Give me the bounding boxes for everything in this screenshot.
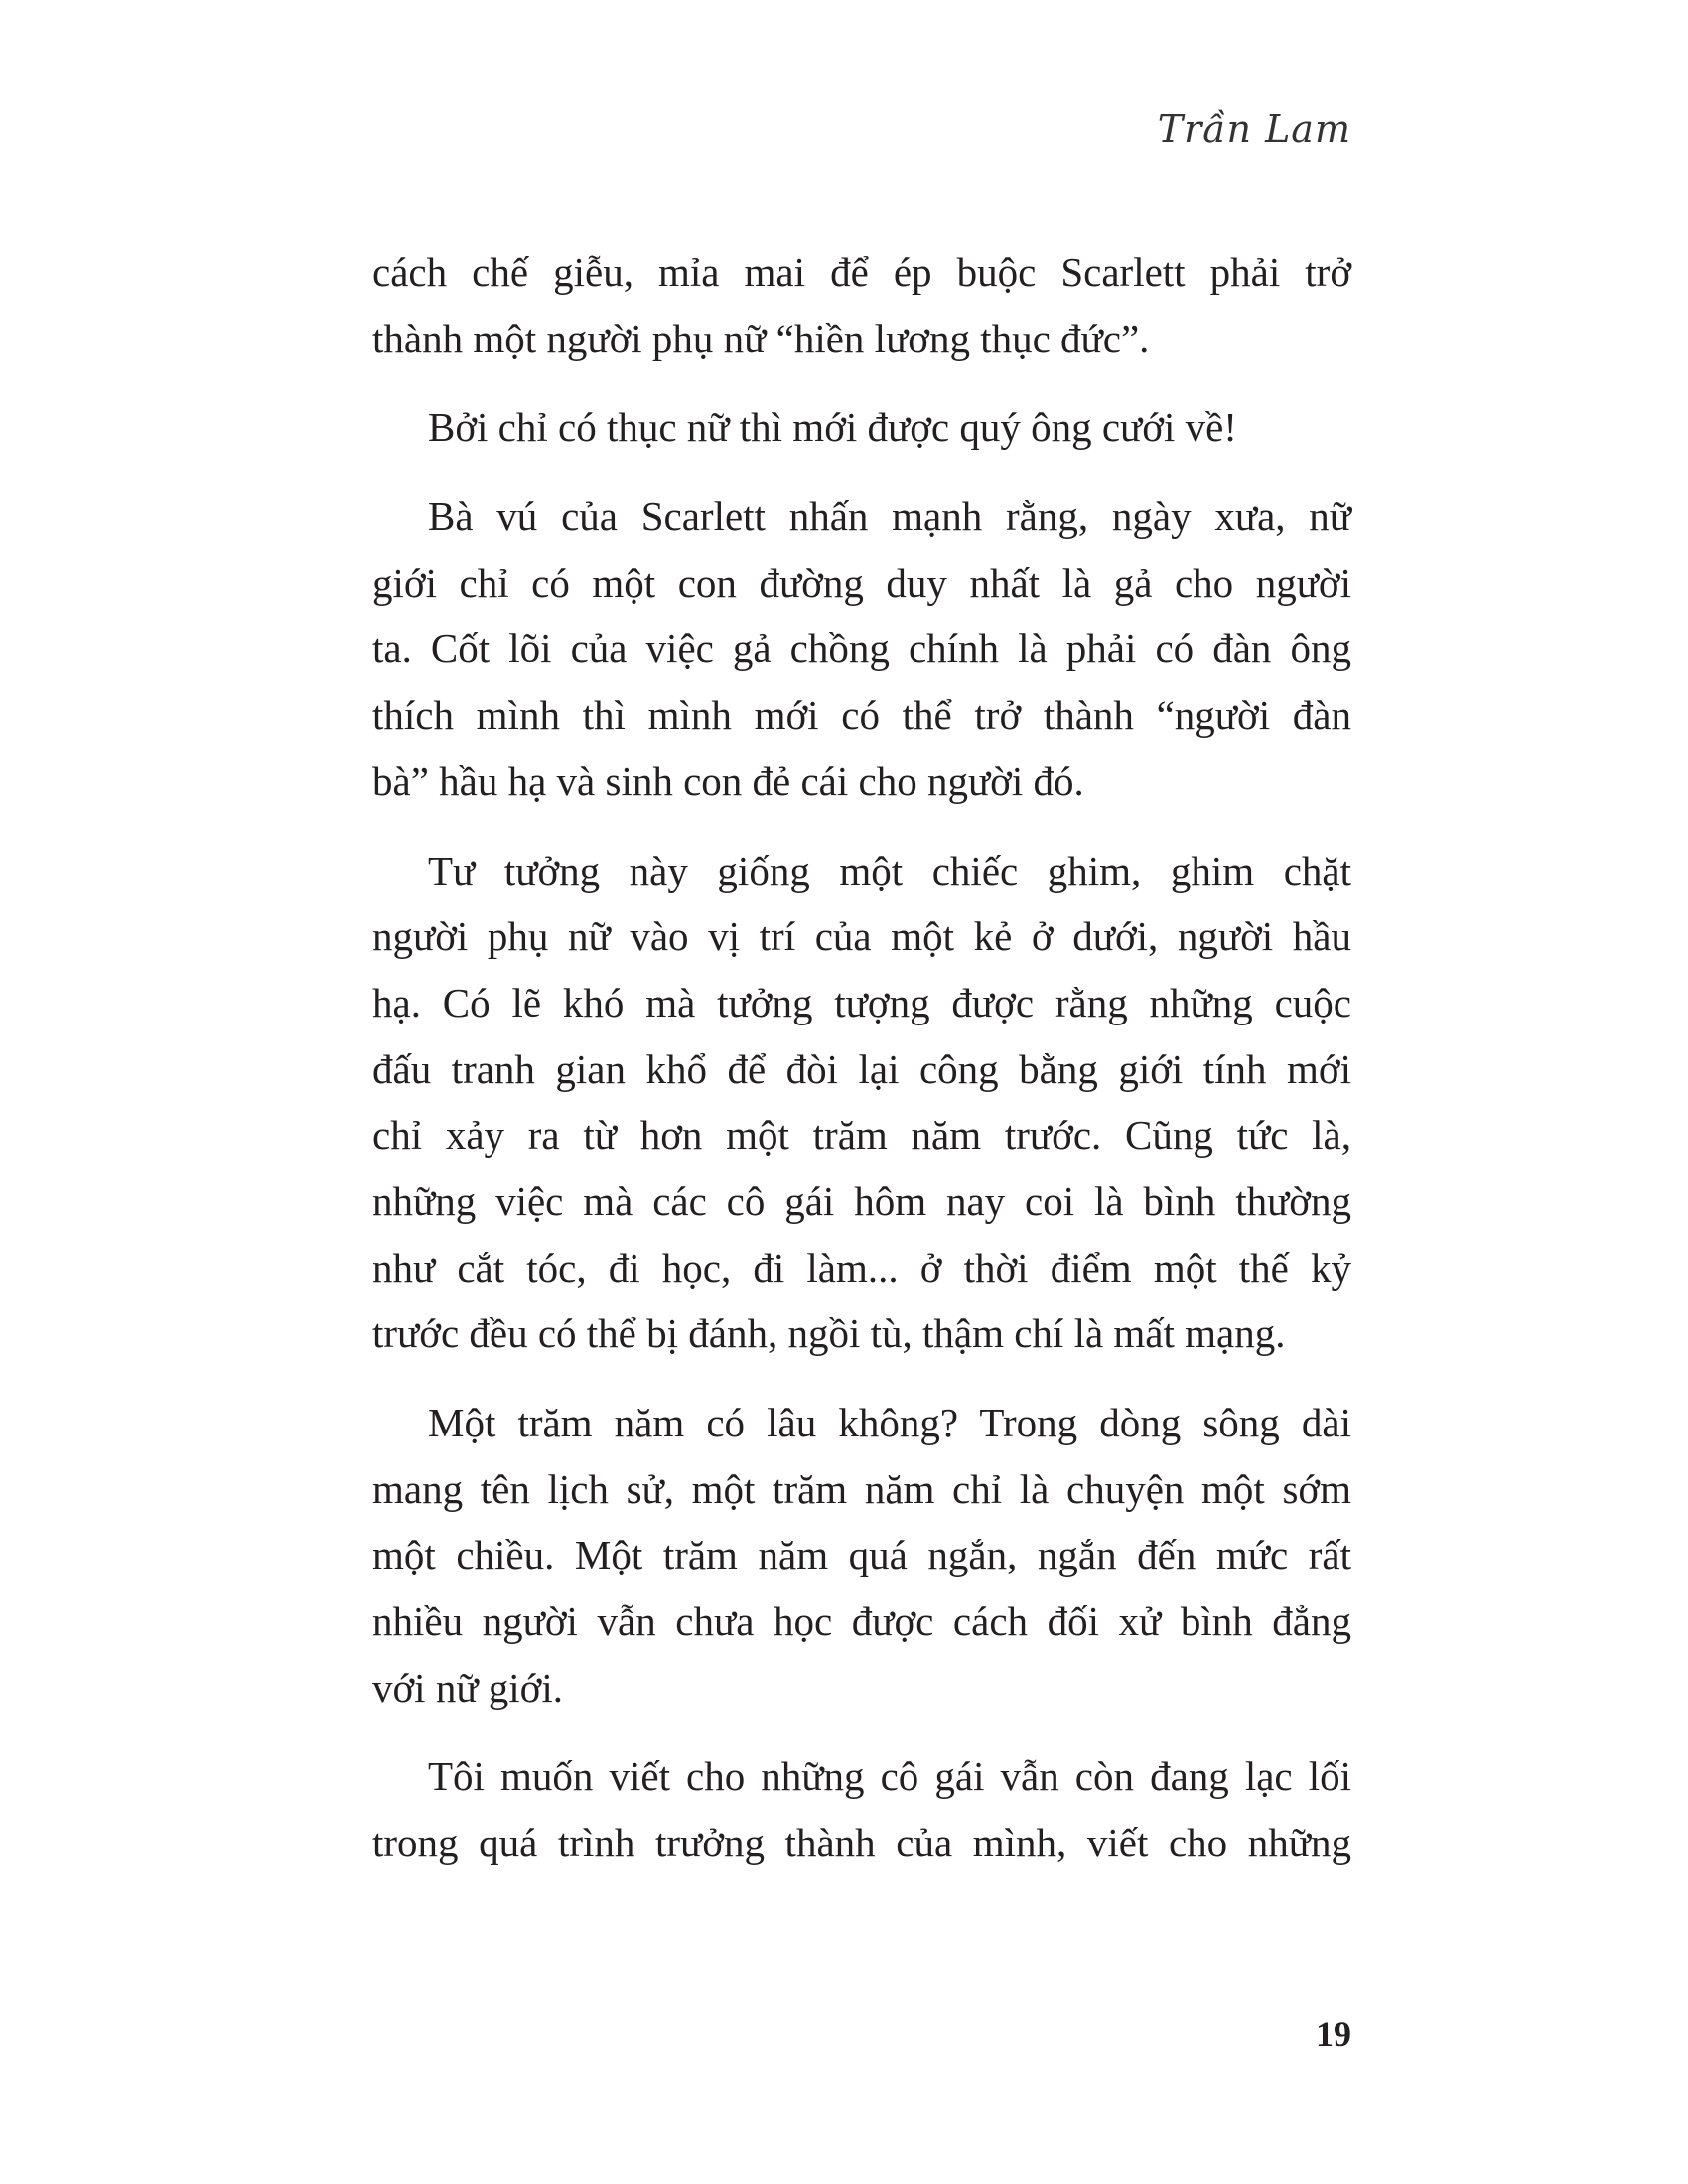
paragraph [372, 483, 1351, 814]
text-line: mang tên lịch sử, một trăm năm chỉ là chuyện một sớm [372, 1465, 1351, 1512]
text-line: bà” hầu hạ và sinh con đẻ cái cho người đó. [372, 757, 1084, 804]
text-line: Bà vú của Scarlett nhấn mạnh rằng, ngày xưa, nữ [428, 493, 1351, 540]
paragraph [372, 394, 1351, 461]
text-line: thích mình thì mình mới có thể trở thành “người đàn [372, 692, 1351, 739]
text-line: giới chỉ có một con đường duy nhất là gả cho người [372, 559, 1351, 606]
paragraph [372, 239, 1351, 371]
text-line: Tư tưởng này giống một chiếc ghim, ghim chặt [428, 847, 1351, 893]
text-line: nhiều người vẫn chưa học được cách đối xử bình đẳng [372, 1598, 1351, 1645]
text-line: Tôi muốn viết cho những cô gái vẫn còn đang lạc lối [428, 1753, 1351, 1800]
text-line: cách chế giễu, mỉa mai để ép buộc Scarlett phải trở [372, 249, 1351, 295]
text-line: Bởi chỉ có thục nữ thì mới được quý ông cưới về! [428, 404, 1237, 451]
text-line: hạ. Có lẽ khó mà tưởng tượng được rằng những cuộc [372, 979, 1351, 1025]
text-line: những việc mà các cô gái hôm nay coi là bình thường [372, 1177, 1351, 1224]
page-number: 19 [1316, 2014, 1351, 2054]
paragraph [372, 1743, 1351, 1875]
text-line: trước đều có thể bị đánh, ngồi tù, thậm chí là mất mạng. [372, 1310, 1286, 1357]
text-line: trong quá trình trưởng thành của mình, viết cho những [372, 1820, 1351, 1866]
text-line: thành một người phụ nữ “hiền lương thục đức”. [372, 315, 1150, 361]
text-line: người phụ nữ vào vị trí của một kẻ ở dưới, người hầu [372, 913, 1351, 960]
body-text [372, 239, 1351, 1899]
text-line: đấu tranh gian khổ để đòi lại công bằng giới tính mới [372, 1045, 1351, 1092]
paragraph [372, 838, 1351, 1368]
text-line: với nữ giới. [372, 1664, 564, 1710]
paragraph [372, 1390, 1351, 1720]
text-line: Một trăm năm có lâu không? Trong dòng sông dài [428, 1400, 1351, 1445]
text-line: ta. Cốt lõi của việc gả chồng chính là phải có đàn ông [372, 625, 1351, 672]
running-head-author: Trần Lam [1157, 107, 1351, 151]
text-line: một chiều. Một trăm năm quá ngắn, ngắn đến mức rất [372, 1532, 1351, 1578]
text-line: như cắt tóc, đi học, đi làm... ở thời điểm một thế kỷ [372, 1244, 1351, 1291]
text-line: chỉ xảy ra từ hơn một trăm năm trước. Cũng tức là, [372, 1112, 1351, 1159]
